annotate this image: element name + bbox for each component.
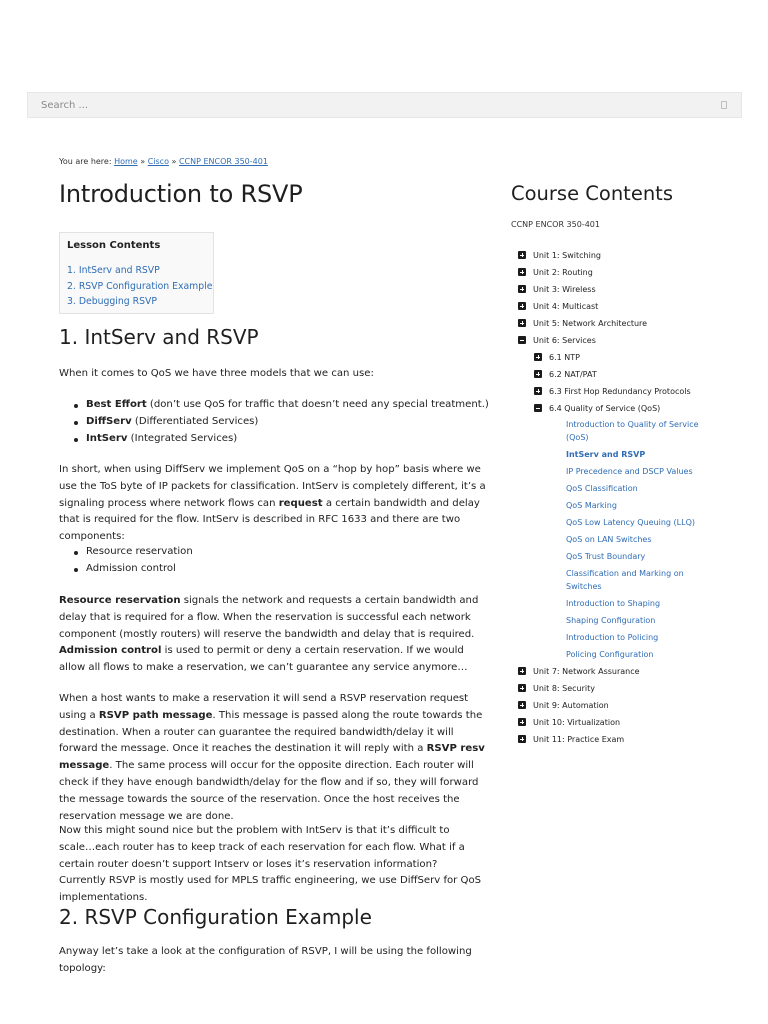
sidebar-title: Course Contents <box>511 182 673 205</box>
breadcrumb <box>59 157 268 166</box>
sidebar-item-6-3[interactable]: 6.3 First Hop Redundancy Protocols <box>534 384 691 398</box>
sidebar-item-unit2[interactable]: Unit 2: Routing <box>518 265 593 279</box>
search-bar <box>27 92 742 118</box>
sidebar-item-unit5[interactable]: Unit 5: Network Architecture <box>518 316 647 330</box>
sidebar-item-unit11[interactable]: Unit 11: Practice Exam <box>518 732 624 746</box>
lesson-link-intserv-rsvp[interactable]: IntServ and RSVP <box>566 450 646 459</box>
collapse-icon[interactable] <box>518 336 526 344</box>
lesson-link-qos-marking[interactable]: QoS Marking <box>566 501 617 510</box>
sidebar-item-unit8[interactable]: Unit 8: Security <box>518 681 595 695</box>
breadcrumb-link-cisco[interactable]: Cisco <box>147 157 169 166</box>
paragraph-intro: When it comes to QoS we have three models that we can use: <box>59 368 374 379</box>
expand-icon[interactable] <box>518 251 526 259</box>
breadcrumb-link-home[interactable]: Home <box>114 157 138 166</box>
lesson-contents-box <box>59 232 214 314</box>
lesson-link-qos-lan-switches[interactable]: QoS on LAN Switches <box>566 535 652 544</box>
expand-icon[interactable] <box>534 370 542 378</box>
list-item: DiffServ (Differentiated Services) <box>73 414 489 431</box>
sidebar-item-unit6[interactable]: Unit 6: Services <box>518 333 596 347</box>
paragraph-rsvp-messages: When a host wants to make a reservation it will send a RSVP reservation request using a RSVP path message. This message is passed along the route towards the destination. When a router can guarantee the required bandwidth/delay it will forward the message. Once it reaches the destination it will reply with a RSVP resv message. The same process will occur for the opposite direction. Each router will check if they have enough bandwidth/delay for the flow and if so, they will forward the message towards the source of the reservation. Once the host receives the reservation message we are done. <box>59 693 485 822</box>
toc-link-debugging-rsvp[interactable]: 3. Debugging RSVP <box>67 296 157 307</box>
sidebar-item-6-4[interactable]: 6.4 Quality of Service (QoS) <box>534 401 660 415</box>
expand-icon[interactable] <box>518 285 526 293</box>
lesson-link-classification-marking-switches[interactable]: Classification and Marking on Switches <box>566 569 684 591</box>
expand-icon[interactable] <box>518 268 526 276</box>
section-heading-intserv-rsvp: 1. IntServ and RSVP <box>59 325 259 349</box>
paragraph-resource-reservation: Resource reservation signals the network and requests a certain bandwidth and delay that is required for a flow. When the reservation is successful each network component (mostly routers) will reserve the bandwidth and delay that is required. Admission control is used to permit or deny a certain reservation. If we would allow all flows to make a reservation, we can’t guarantee any service anymore… <box>59 595 479 674</box>
expand-icon[interactable] <box>518 735 526 743</box>
expand-icon[interactable] <box>518 718 526 726</box>
list-item: IntServ (Integrated Services) <box>73 431 489 448</box>
sidebar-item-unit9[interactable]: Unit 9: Automation <box>518 698 609 712</box>
section-heading-rsvp-config: 2. RSVP Configuration Example <box>59 905 372 929</box>
sidebar-item-6-2[interactable]: 6.2 NAT/PAT <box>534 367 597 381</box>
intserv-components-list <box>73 544 193 578</box>
toc-link-rsvp-config[interactable]: 2. RSVP Configuration Example <box>67 280 213 292</box>
expand-icon[interactable] <box>534 353 542 361</box>
qos-models-list <box>73 397 489 447</box>
page-title: Introduction to RSVP <box>59 180 303 208</box>
list-item: Admission control <box>73 561 193 578</box>
breadcrumb-prefix: You are here: <box>59 157 115 166</box>
lesson-link-intro-policing[interactable]: Introduction to Policing <box>566 633 659 642</box>
paragraph-topology: Anyway let’s take a look at the configuration of RSVP, I will be using the following topology: <box>59 946 472 974</box>
expand-icon[interactable] <box>534 387 542 395</box>
lesson-link-qos-llq[interactable]: QoS Low Latency Queuing (LLQ) <box>566 518 695 527</box>
lesson-link-qos-trust-boundary[interactable]: QoS Trust Boundary <box>566 552 646 561</box>
sidebar-item-unit10[interactable]: Unit 10: Virtualization <box>518 715 620 729</box>
sidebar-item-unit1[interactable]: Unit 1: Switching <box>518 248 601 262</box>
lesson-contents-title: Lesson Contents <box>67 240 161 251</box>
collapse-icon[interactable] <box>534 404 542 412</box>
lesson-link-qos-classification[interactable]: QoS Classification <box>566 484 638 493</box>
expand-icon[interactable] <box>518 701 526 709</box>
expand-icon[interactable] <box>518 302 526 310</box>
sidebar-item-unit7[interactable]: Unit 7: Network Assurance <box>518 664 640 678</box>
expand-icon[interactable] <box>518 319 526 327</box>
list-item: Best Effort (don’t use QoS for traffic that doesn’t need any special treatment.) <box>73 397 489 414</box>
list-item: Resource reservation <box>73 544 193 561</box>
sidebar-course-name: CCNP ENCOR 350-401 <box>511 220 600 229</box>
lesson-link-ip-precedence[interactable]: IP Precedence and DSCP Values <box>566 467 693 476</box>
search-input[interactable] <box>28 93 708 117</box>
lesson-link-policing-config[interactable]: Policing Configuration <box>566 650 654 659</box>
paragraph-scaling: Now this might sound nice but the problem with IntServ is that it’s difficult to scale…each router has to keep track of each reservation for each flow. What if a certain router doesn’t support Intserv or loses it’s reservation information? Currently RSVP is mostly used for MPLS traffic engineering, we use DiffServ for QoS implementations. <box>59 825 482 904</box>
breadcrumb-link-ccnp-encor[interactable]: CCNP ENCOR 350-401 <box>178 157 268 166</box>
expand-icon[interactable] <box>518 667 526 675</box>
breadcrumb-separator: » <box>137 157 148 166</box>
sidebar-item-unit3[interactable]: Unit 3: Wireless <box>518 282 596 296</box>
lesson-link-intro-shaping[interactable]: Introduction to Shaping <box>566 599 661 608</box>
expand-icon[interactable] <box>518 684 526 692</box>
sidebar-item-6-1[interactable]: 6.1 NTP <box>534 350 580 364</box>
lesson-link-shaping-config[interactable]: Shaping Configuration <box>566 616 656 625</box>
lesson-link-intro-qos[interactable]: Introduction to Quality of Service (QoS) <box>566 420 699 442</box>
paragraph-diffserv-vs-intserv: In short, when using DiffServ we implement QoS on a “hop by hop” basis where we use the ToS byte of IP packets for classification. IntServ is completely different, it’s a signaling process where network flows can request a certain bandwidth and delay that is required for the flow. IntServ is described in RFC 1633 and there are two components: <box>59 464 486 543</box>
sidebar-item-unit4[interactable]: Unit 4: Multicast <box>518 299 598 313</box>
breadcrumb-separator: » <box>168 157 179 166</box>
search-submit-icon[interactable] <box>721 101 727 109</box>
toc-link-intserv-rsvp[interactable]: 1. IntServ and RSVP <box>67 265 160 276</box>
